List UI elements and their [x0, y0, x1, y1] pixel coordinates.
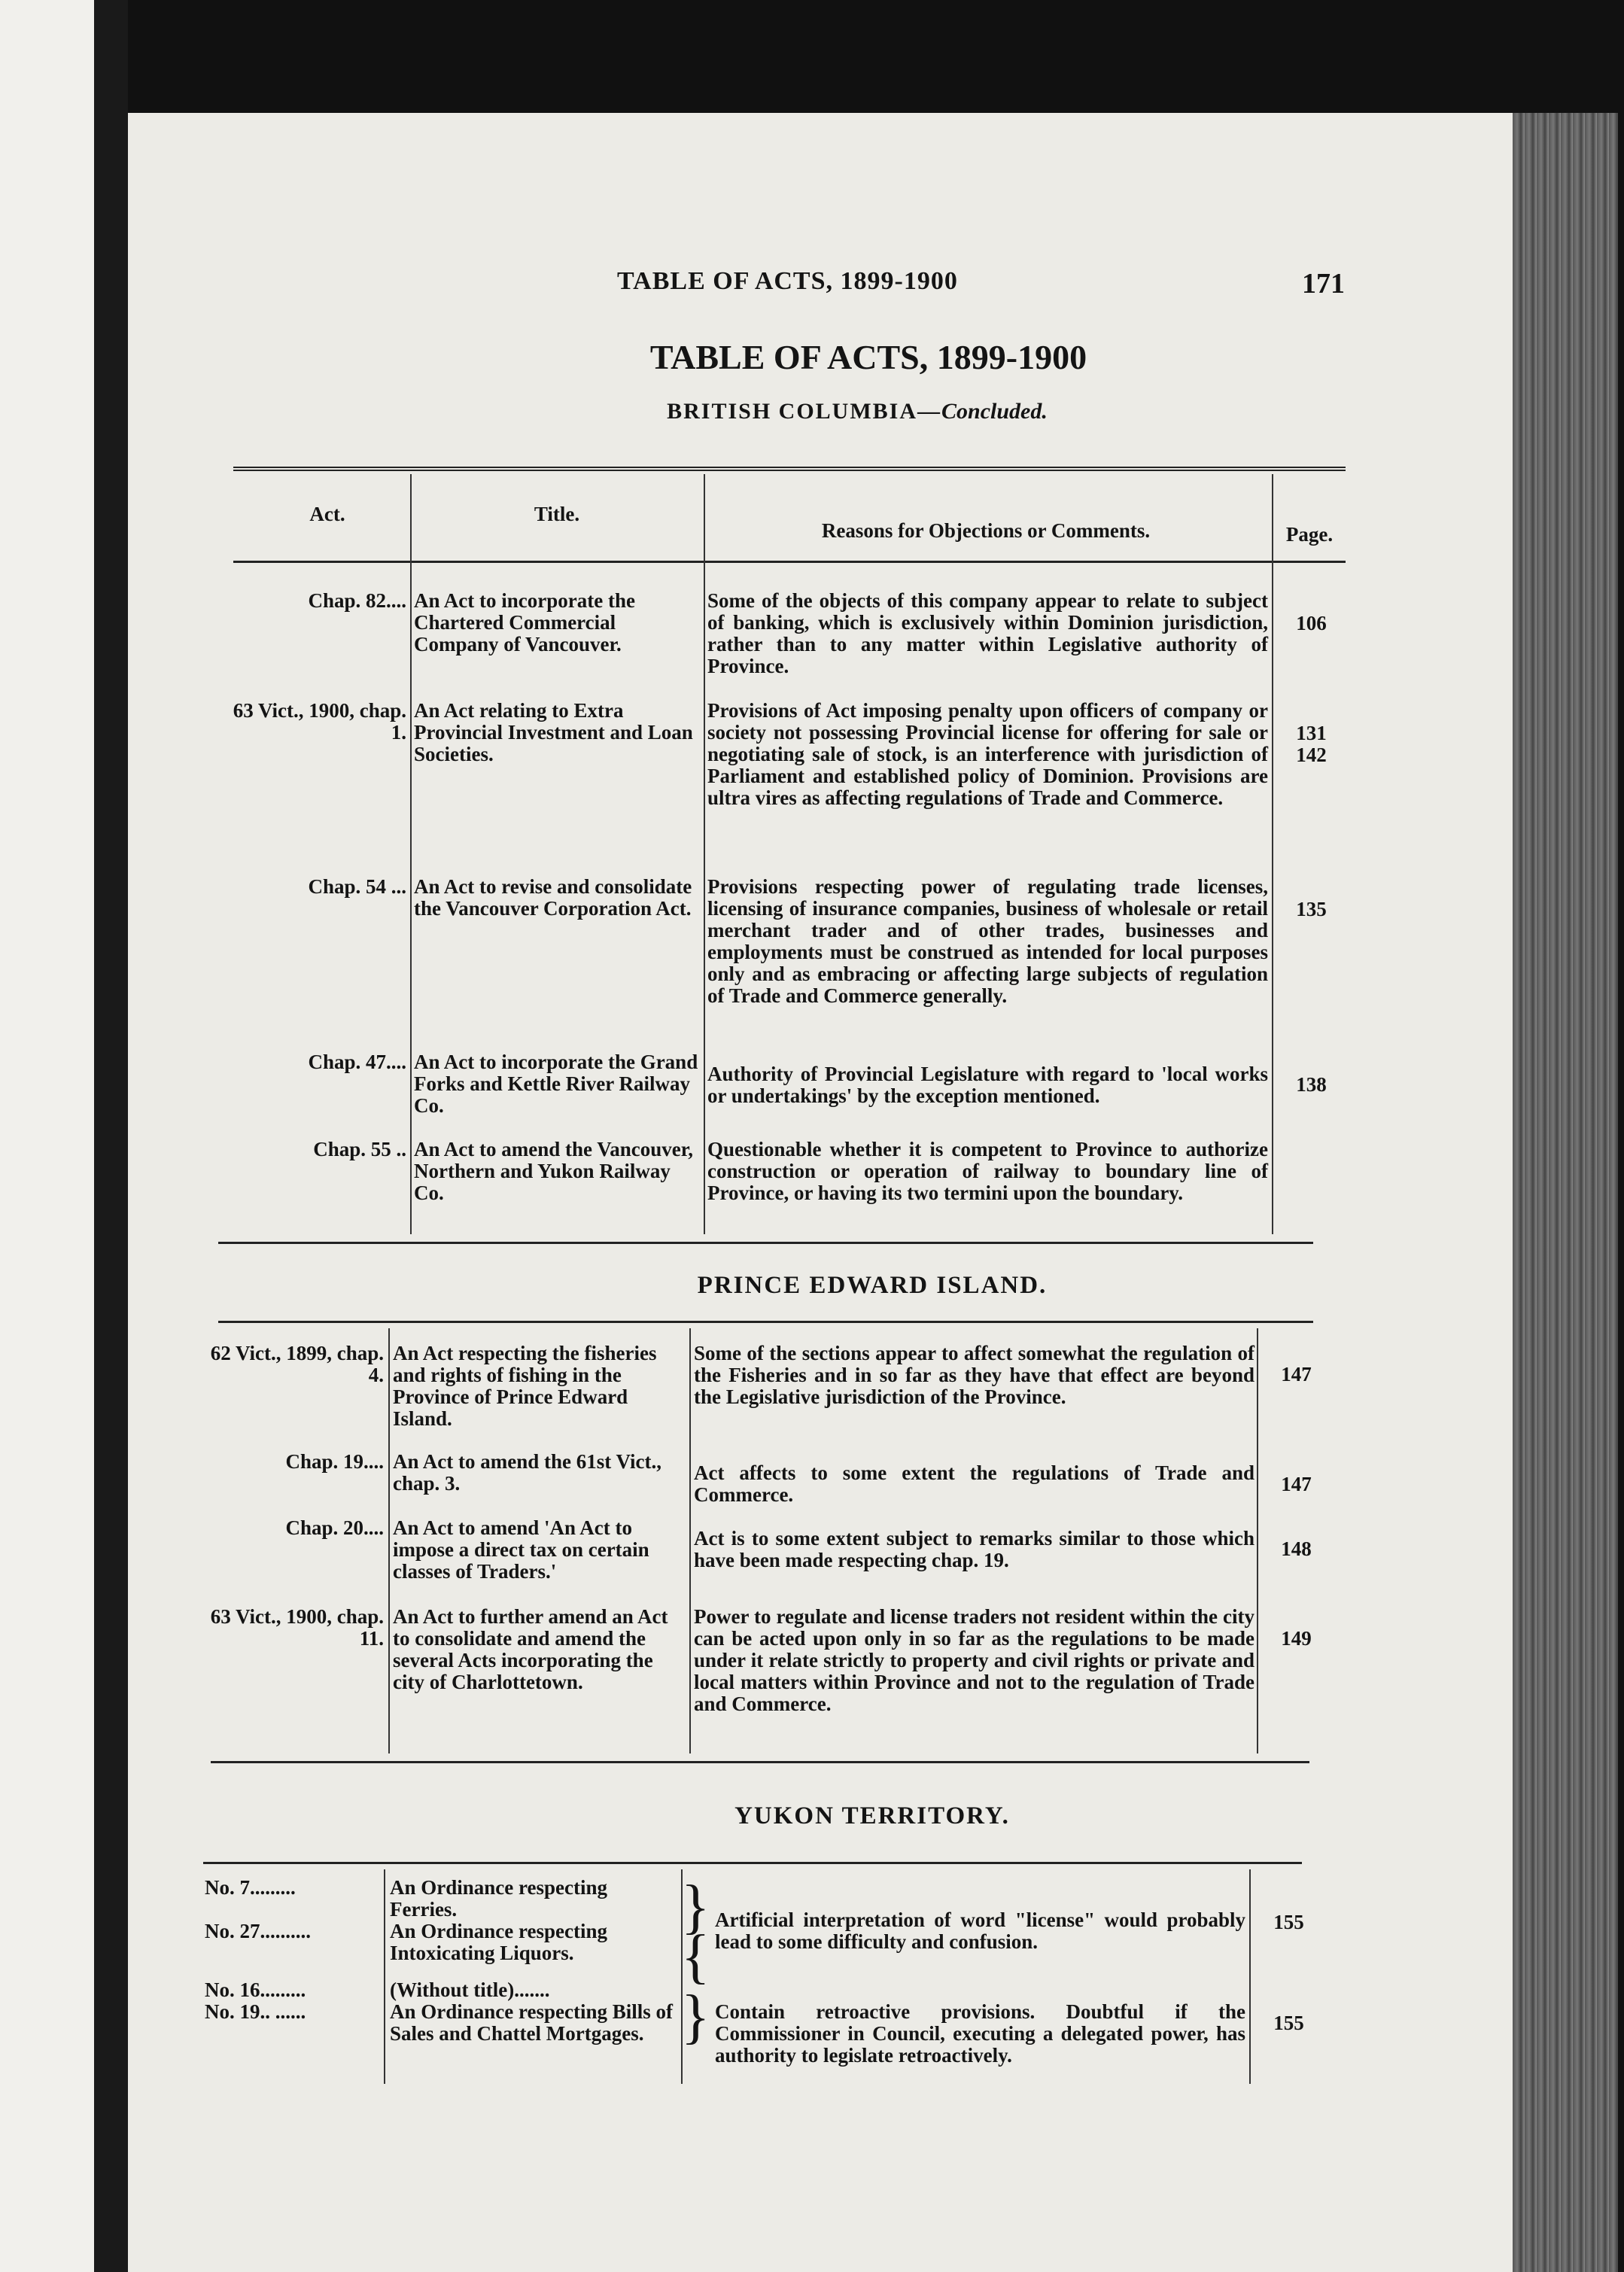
column-divider: [388, 1328, 390, 1753]
table-row-page: 147: [1281, 1363, 1312, 1385]
table-row-page: 106: [1296, 612, 1327, 634]
table-row-reasons: Provisions respecting power of regulating trade licenses, licensing of insurance companies, business of wholesale or retail merchant trader and of other trades, businesses and employments must be construed as intended for local purposes only and as embracing or affecting large subjects of regulation of Trade and Commerce generally.: [707, 875, 1268, 1007]
table-row-title: An Act relating to Extra Provincial Investment and Loan Societies.: [414, 699, 693, 765]
section-top-rule: [218, 1321, 1313, 1323]
column-divider: [704, 474, 705, 1234]
section-end-rule: [218, 1242, 1313, 1244]
table-row-act: No. 19.. ......: [205, 2000, 306, 2023]
section-subtitle: [0, 399, 1624, 424]
table-row-act: No. 7.........: [205, 1876, 296, 1899]
brace-open: }: [681, 1874, 710, 1940]
table-row-title: An Act to further amend an Act to consolidate and amend the several Acts incorporating the city of Charlottetown.: [393, 1605, 668, 1693]
table-row-page: 149: [1281, 1627, 1312, 1650]
table-row-page: 155: [1273, 2012, 1304, 2034]
column-divider: [384, 1869, 385, 2084]
column-divider: [1257, 1328, 1258, 1753]
column-header-act: Act.: [309, 503, 345, 525]
table-row-reasons: Contain retroactive provisions. Doubtful if the Commissioner in Council, executing a delegated power, has authority to legislate retroactively.: [715, 2000, 1245, 2067]
table-row-title: An Act to amend the Vancouver, Northern and Yukon Railway Co.: [414, 1138, 694, 1204]
table-row-page: 135: [1296, 898, 1327, 920]
running-head: TABLE OF ACTS, 1899-1900: [617, 267, 958, 295]
table-row-reasons: Act affects to some extent the regulations of Trade and Commerce.: [694, 1461, 1254, 1506]
column-divider: [1272, 474, 1273, 1234]
table-row-reasons: Power to regulate and license traders not resident within the city can be acted upon only in so far as the regulations to be made under it relate strictly to property and civil rights or private and local matters within Province and not to the regulation of Trade and Commerce.: [694, 1605, 1254, 1715]
section-end-rule: [211, 1761, 1309, 1763]
table-row-title: An Act to amend 'An Act to impose a direct tax on certain classes of Traders.': [393, 1516, 649, 1583]
brace-close: {: [681, 1924, 710, 1990]
table-row-act: Chap. 54 ...: [308, 875, 406, 898]
table-row-title: An Ordinance respecting Bills of Sales and Chattel Mortgages.: [390, 2000, 674, 2045]
subtitle-main: BRITISH COLUMBIA—: [667, 399, 942, 424]
table-row-title: An Act to revise and consolidate the Vancouver Corporation Act.: [414, 875, 692, 920]
table-row-title: An Act respecting the fisheries and rights of fishing in the Province of Prince Edward Island.: [393, 1342, 657, 1430]
table-row-reasons: Provisions of Act imposing penalty upon officers of company or society not possessing Provincial license for offering for sale or negotiating sale of stock, is an interference with jurisdiction of Parliament and established policy of Dominion. Provisions are ultra vires as affecting regulations of Trade and Commerce.: [707, 699, 1268, 809]
table-row-title: (Without title).......: [390, 1978, 550, 2001]
subtitle-concluded: Concluded.: [941, 399, 1048, 424]
table-row-title: An Act to incorporate the Grand Forks and Kettle River Railway Co.: [414, 1051, 698, 1117]
column-header-reasons: Reasons for Objections or Comments.: [821, 519, 1151, 542]
table-row-page: 155: [1273, 1911, 1304, 1933]
table-row-title: An Act to incorporate the Chartered Commercial Company of Vancouver.: [414, 589, 635, 655]
table-row-act: Chap. 47....: [308, 1051, 406, 1073]
section-heading-yukon-territory: YUKON TERRITORY.: [734, 1802, 1010, 1829]
table-row-reasons: Act is to some extent subject to remarks similar to those which have been made respecting chap. 19.: [694, 1527, 1254, 1571]
section-top-rule: [203, 1862, 1302, 1864]
table-row-reasons: Some of the sections appear to affect somewhat the regulation of the Fisheries and in so far as they have that effect are beyond the Legislative jurisdiction of the Province.: [694, 1342, 1254, 1408]
table-row-reasons: Authority of Provincial Legislature with regard to 'local works or undertakings' by the exception mentioned.: [707, 1063, 1268, 1107]
table-row-title: An Ordinance respecting Ferries.: [390, 1876, 607, 1921]
column-header-title: Title.: [534, 503, 580, 525]
column-divider: [689, 1328, 691, 1753]
table-row-reasons: Some of the objects of this company appear to relate to subject of banking, which is exclusively within Dominion jurisdiction, rather than to any matter within Legislative authority of Province.: [707, 589, 1268, 677]
table-row-act: No. 27..........: [205, 1920, 311, 1942]
column-header-page: Page.: [1285, 523, 1334, 546]
brace-open: }: [681, 1984, 710, 2050]
column-divider: [1249, 1869, 1251, 2084]
table-row-reasons: Artificial interpretation of word "license" would probably lead to some difficulty and confusion.: [715, 1909, 1245, 1953]
table-row-title: An Ordinance respecting Intoxicating Liquors.: [390, 1920, 607, 1964]
table-row-act: Chap. 82....: [308, 589, 406, 612]
table-row-reasons: Questionable whether it is competent to Province to authorize construction or operation of railway to boundary line of Province, or having its two termini upon the boundary.: [707, 1138, 1268, 1204]
section-heading-prince-edward-island: PRINCE EDWARD ISLAND.: [697, 1272, 1048, 1299]
table-row-act: 62 Vict., 1899, chap. 4.: [210, 1342, 384, 1386]
table-row-page: 147: [1281, 1473, 1312, 1495]
page-stack-edge: [1513, 113, 1618, 2272]
table-row-act: 63 Vict., 1900, chap. 1.: [233, 699, 406, 744]
table-row-title: An Act to amend the 61st Vict., chap. 3.: [393, 1450, 661, 1495]
table-row-page: 138: [1296, 1073, 1327, 1096]
table-row-act: Chap. 19....: [285, 1450, 384, 1473]
table-row-act: No. 16.........: [205, 1978, 306, 2001]
header-bottom-rule: [233, 561, 1346, 563]
page-number: 171: [1302, 268, 1345, 300]
column-divider: [410, 474, 412, 1234]
table-row-act: Chap. 20....: [285, 1516, 384, 1539]
document-title: TABLE OF ACTS, 1899-1900: [649, 338, 1087, 376]
table-row-act: Chap. 55 ..: [313, 1138, 406, 1160]
table-row-page: 148: [1281, 1537, 1312, 1560]
table-row-page: 131 142: [1296, 722, 1327, 766]
table-top-rule: [233, 467, 1346, 471]
table-row-act: 63 Vict., 1900, chap. 11.: [210, 1605, 384, 1650]
